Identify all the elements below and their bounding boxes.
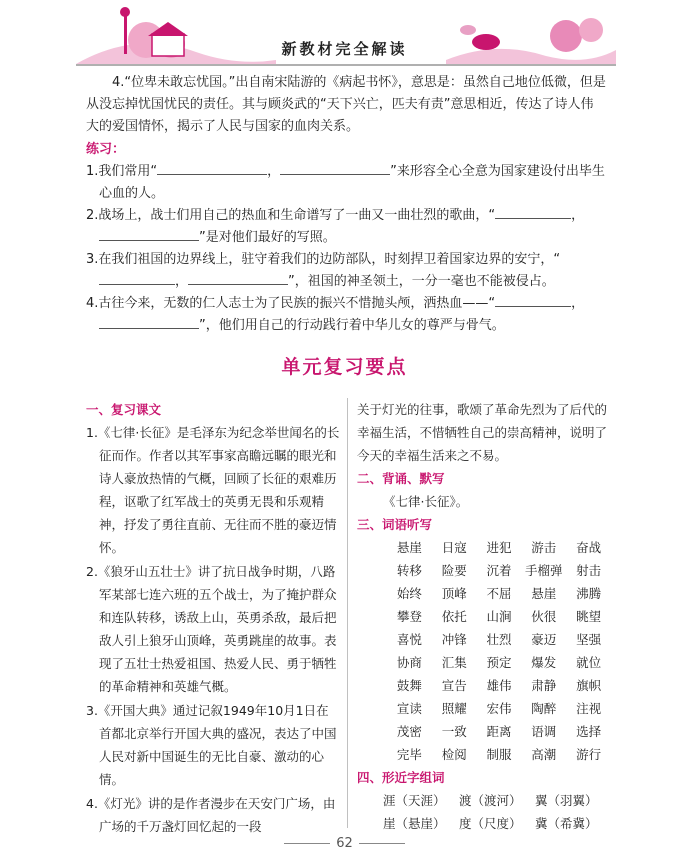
answer-blank[interactable] — [280, 161, 390, 175]
review-item-4-continued: 关于灯光的往事，歌颂了革命先烈为了后代的幸福生活，不惜牺牲自己的崇高精神，说明了今天的幸福生活来之不易。 — [357, 402, 608, 463]
practice-question-3: 3.在我们祖国的边界线上，驻守着我们的边防部队，时刻捍卫着国家边界的安宁，“， ”，祖国的神圣领土，一分一毫也不能被侵占。 — [86, 252, 561, 289]
vocab-row — [357, 674, 611, 697]
vocab-word: 进犯 — [486, 540, 512, 555]
footer-line-right — [359, 843, 405, 844]
char-group: 度（尺度） — [459, 816, 522, 831]
char-group: 冀（希冀） — [535, 816, 598, 831]
char-group: 渡（渡河） — [459, 793, 522, 808]
vocab-word: 宣读 — [396, 701, 422, 716]
vocab-row — [357, 582, 611, 605]
vocab-word: 协商 — [396, 655, 422, 670]
vocab-word: 完毕 — [396, 747, 422, 762]
practice-question-4: 4.古往今来，无数的仁人志士为了民族的振兴不惜抛头颅，洒热血——“ ，”，他们用自己的行动践行着中华儿女的尊严与骨气。 — [86, 293, 606, 337]
answer-blank[interactable] — [495, 293, 571, 307]
vocab-list — [357, 536, 611, 766]
vocab-word: 汇集 — [441, 655, 467, 670]
vocab-row — [357, 697, 611, 720]
answer-blank[interactable] — [99, 227, 199, 241]
recite-item: 《七律·长征》。 — [383, 494, 469, 509]
practice-question-1: 1.我们常用“ ， ”来形容全心全意为国家建设付出毕生心血的人。 — [86, 161, 606, 205]
vocab-word: 壮烈 — [486, 632, 512, 647]
review-item-4: 4.《灯光》讲的是作者漫步在天安门广场，由广场的千万盏灯回忆起的一段 — [86, 796, 336, 834]
page-number: 62 — [336, 836, 353, 851]
vocab-word: 喜悦 — [396, 632, 422, 647]
vocab-word: 伙很 — [531, 609, 557, 624]
column-divider — [347, 398, 348, 828]
review-item-1: 1.《七律·长征》是毛泽东为纪念举世闻名的长征而作。作者以其军事家高瞻远瞩的眼光和诗人豪放热情的气概，回顾了长征的艰难历程，讴歌了红军战士的英勇无畏和乐观精神，抒发了勇往直前、无往而不胜的豪迈情怀。 — [86, 425, 340, 555]
vocab-word: 爆发 — [531, 655, 557, 670]
char-group: 崖（悬崖） — [383, 816, 446, 831]
chars-row — [357, 789, 611, 812]
vocab-word: 茂密 — [396, 724, 422, 739]
vocab-row — [357, 743, 611, 766]
review-item-2: 2.《狼牙山五壮士》讲了抗日战争时期，八路军某部七连六班的五个战士，为了掩护群众和连队转移，诱敌上山，英勇杀敌，最后把敌人引上狼牙山顶峰，英勇跳崖的故事。表现了五壮士热爱祖国、热爱人民、勇于牺牲的革命精神和英雄气概。 — [86, 564, 337, 694]
answer-blank[interactable] — [188, 271, 288, 285]
vocab-word: 制服 — [486, 747, 512, 762]
vocab-word: 注视 — [576, 701, 602, 716]
explanation-paragraph: 4.“位卑未敢忘忧国。”出自南宋陆游的《病起书怀》，意思是：虽然自己地位低微，但是从没忘掉忧国忧民的责任。其与顾炎武的“天下兴亡，匹夫有责”意思相近，传达了诗人伟大的爱国情怀，揭示了人民与国家的血肉关系。 — [86, 75, 606, 134]
section-title: 单元复习要点 — [281, 356, 408, 378]
answer-blank[interactable] — [99, 315, 199, 329]
vocab-word: 就位 — [576, 655, 602, 670]
vocab-word: 险要 — [441, 563, 467, 578]
vocab-row — [357, 720, 611, 743]
similar-chars-list — [357, 789, 611, 835]
section-heading-recite: 二、背诵、默写 — [357, 471, 445, 486]
vocab-word: 游击 — [531, 540, 557, 555]
header-divider — [76, 64, 616, 66]
vocab-word: 悬崖 — [531, 586, 557, 601]
vocab-word: 距离 — [486, 724, 512, 739]
vocab-word: 顶峰 — [441, 586, 467, 601]
vocab-word: 预定 — [486, 655, 512, 670]
page-footer — [0, 836, 689, 851]
vocab-word: 鼓舞 — [396, 678, 422, 693]
vocab-word: 奋战 — [576, 540, 602, 555]
char-group: 涯（天涯） — [383, 793, 446, 808]
vocab-word: 旗帜 — [576, 678, 602, 693]
footer-line-left — [284, 843, 330, 844]
vocab-row — [357, 651, 611, 674]
section-heading-vocab: 三、词语听写 — [357, 517, 433, 532]
vocab-word: 宣告 — [441, 678, 467, 693]
vocab-word: 不屈 — [486, 586, 512, 601]
vocab-word: 游行 — [576, 747, 602, 762]
vocab-word: 一致 — [441, 724, 467, 739]
vocab-word: 转移 — [396, 563, 422, 578]
vocab-word: 沉着 — [486, 563, 512, 578]
vocab-row — [357, 536, 611, 559]
vocab-word: 沸腾 — [576, 586, 602, 601]
top-section — [86, 72, 606, 337]
answer-blank[interactable] — [495, 205, 571, 219]
vocab-word: 始终 — [396, 586, 422, 601]
vocab-word: 照耀 — [441, 701, 467, 716]
practice-label: 练习： — [86, 142, 126, 157]
review-item-3: 3.《开国大典》通过记叙1949年10月1日在首都北京举行开国大典的盛况，表达了中国人民对新中国诞生的无比自豪、激动的心情。 — [86, 703, 337, 787]
char-group: 翼（羽翼） — [535, 793, 598, 808]
vocab-word: 眺望 — [576, 609, 602, 624]
right-column — [357, 398, 611, 835]
section-heading-review: 一、复习课文 — [86, 402, 162, 417]
vocab-word: 豪迈 — [531, 632, 557, 647]
vocab-row — [357, 605, 611, 628]
vocab-word: 语调 — [531, 724, 557, 739]
vocab-word: 坚强 — [576, 632, 602, 647]
header-title: 新教材完全解读 — [281, 40, 408, 58]
vocab-word: 陶醉 — [531, 701, 557, 716]
vocab-word: 选择 — [576, 724, 602, 739]
vocab-word: 攀登 — [396, 609, 422, 624]
answer-blank[interactable] — [157, 161, 267, 175]
vocab-word: 雄伟 — [486, 678, 512, 693]
vocab-word: 宏伟 — [486, 701, 512, 716]
vocab-word: 悬崖 — [396, 540, 422, 555]
answer-blank[interactable] — [99, 271, 175, 285]
vocab-word: 高潮 — [531, 747, 557, 762]
practice-question-2: 2.战场上，战士们用自己的热血和生命谱写了一曲又一曲壮烈的歌曲，“ ，”是对他们最好的写照。 — [86, 205, 606, 249]
vocab-word: 射击 — [576, 563, 602, 578]
section-heading-similar-chars: 四、形近字组词 — [357, 770, 445, 785]
page-header — [0, 0, 689, 64]
vocab-word: 日寇 — [441, 540, 467, 555]
vocab-word: 依托 — [441, 609, 467, 624]
vocab-word: 山涧 — [486, 609, 512, 624]
vocab-row — [357, 559, 611, 582]
vocab-word: 冲锋 — [441, 632, 467, 647]
left-column — [86, 398, 340, 839]
vocab-row — [357, 628, 611, 651]
vocab-word: 肃静 — [531, 678, 557, 693]
vocab-word: 检阅 — [441, 747, 467, 762]
chars-row — [357, 812, 611, 835]
vocab-word: 手榴弹 — [525, 563, 563, 578]
